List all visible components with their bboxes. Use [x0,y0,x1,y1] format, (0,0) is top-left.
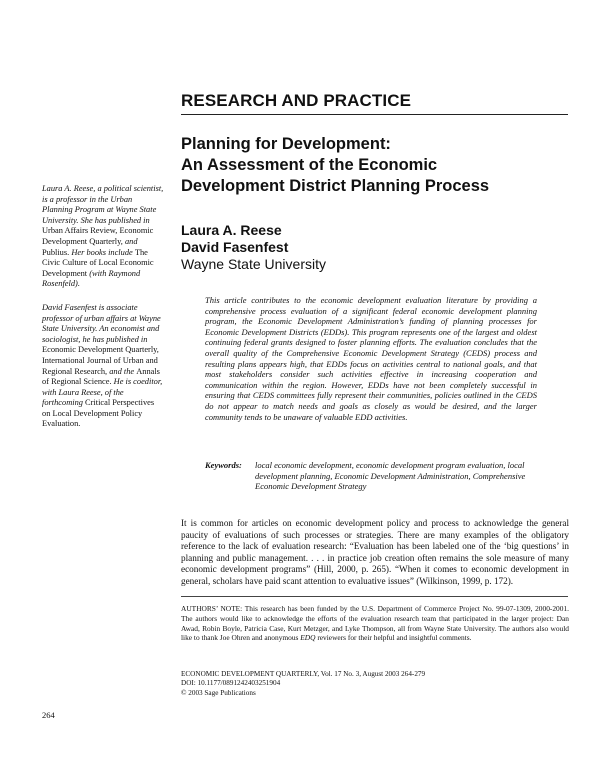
article-title [181,134,561,197]
bio-text: Economic Development Quarterly, International Journal of Urban and Regional Research, [42,345,159,376]
body-paragraph: It is common for articles on economic development policy and process to acknowledge the general paucity of evaluations of such processes or strategies. There are many examples of the obligatory reference to the lack of evaluation research: “Evaluation has been labeled one of the ‘big questions’ in planning and public management. . . . in practice job creation often remains the sole measure of many economic development programs” (Hill, 2000, p. 265). “When it comes to economic development in general, scholars have paid scant attention to evaluative issues” (Wilkinson, 1999, p. 172). [181,518,569,586]
author-block [181,222,326,273]
bio-text: and the [109,366,137,376]
author-affiliation: Wayne State University [181,256,326,272]
journal-info [181,670,569,698]
note-text: EDQ [300,633,316,643]
footnote-divider [181,596,568,597]
journal-doi: DOI: 10.1177/0891242403251904 [181,679,281,688]
journal-citation: ECONOMIC DEVELOPMENT QUARTERLY, Vol. 17 No. 3, August 2003 264-279 [181,670,426,678]
author-bios [42,184,164,443]
author-bio-reese [42,184,164,290]
bio-text: Her books include [71,247,135,257]
bio-text: David Fasenfest is associate professor of urban affairs at Wayne State University. An economist and sociologist, he has published in [42,302,161,344]
author-bio-fasenfest [42,303,164,430]
note-text: reviewers for their helpful and insightful comments. [315,633,472,643]
abstract: This article contributes to the economic development evaluation literature by providing a comprehensive process evaluation of a significant federal economic development planning program, the Economic Development Administration’s funding of planning processes for Economic Development Districts (EDDs). This program represents one of the largest and oldest continuing federal grants designed to foster planning efforts. The evaluation concludes that the overall quality of the Comprehensive Economic Development Strategy (CEDS) process and resulting plans appears high, that EDDs focus on activities central to national goals, and that most stakeholders consider such activities effective in increasing cooperation and communication within the region. However, EDDs have not been completely successful in ensuring that CEDS committees fully represent their communities, policies outlined in the CEDS do not appear to match needs and goals as closely as would be desired, and the larger community tends to be unaware of valuable EDD activities. [205,295,537,422]
keywords [205,460,560,492]
bio-text: Urban Affairs Review, Economic Development Quarterly, [42,226,154,246]
bio-text: The Civic Culture of Local Economic Development [42,247,154,278]
bio-text: Annals of Regional Science. [42,366,160,387]
page-number: 264 [42,710,55,720]
title-line: Planning for Development: [181,135,391,153]
bio-text: (with Raymond Rosenfeld). [42,268,141,289]
authors-note [181,604,569,643]
journal-copyright: © 2003 Sage Publications [181,688,256,697]
note-text: AUTHORS’ NOTE: This research has been funded by the U.S. Department of Commerce Project No. 99-07-1309, 2000-2001. The authors would like to acknowledge the efforts of the evaluation research team that participated in the larger project: Dan Awad, Robin Boyle, Patricia Case, Kurt Metzger, and Lyke Thompson, all from Wayne State University. The authors also would like to thank Joe Ohren and anonymous [181,604,569,643]
section-divider [181,114,568,115]
bio-text: and [124,236,138,246]
keywords-text: local economic development, economic development program evaluation, local development planning, Economic Development Administration, Comprehensive Economic Development Strategy [255,460,526,492]
bio-text: Laura A. Reese, a political scientist, is a professor in the Urban Planning Program at Wayne State University. She has published in [42,184,164,225]
author-name: Laura A. Reese [181,222,282,238]
bio-text: Publius. [42,247,72,257]
title-line: Development District Planning Process [181,177,490,195]
bio-text: He is coeditor, with Laura Reese, of the forthcoming [42,377,163,408]
bio-text: Critical Perspectives on Local Development Policy Evaluation. [42,398,155,429]
title-line: An Assessment of the Economic [181,156,438,174]
keywords-label: Keywords: [205,460,242,470]
author-name: David Fasenfest [181,239,289,255]
section-heading: RESEARCH AND PRACTICE [181,91,412,110]
